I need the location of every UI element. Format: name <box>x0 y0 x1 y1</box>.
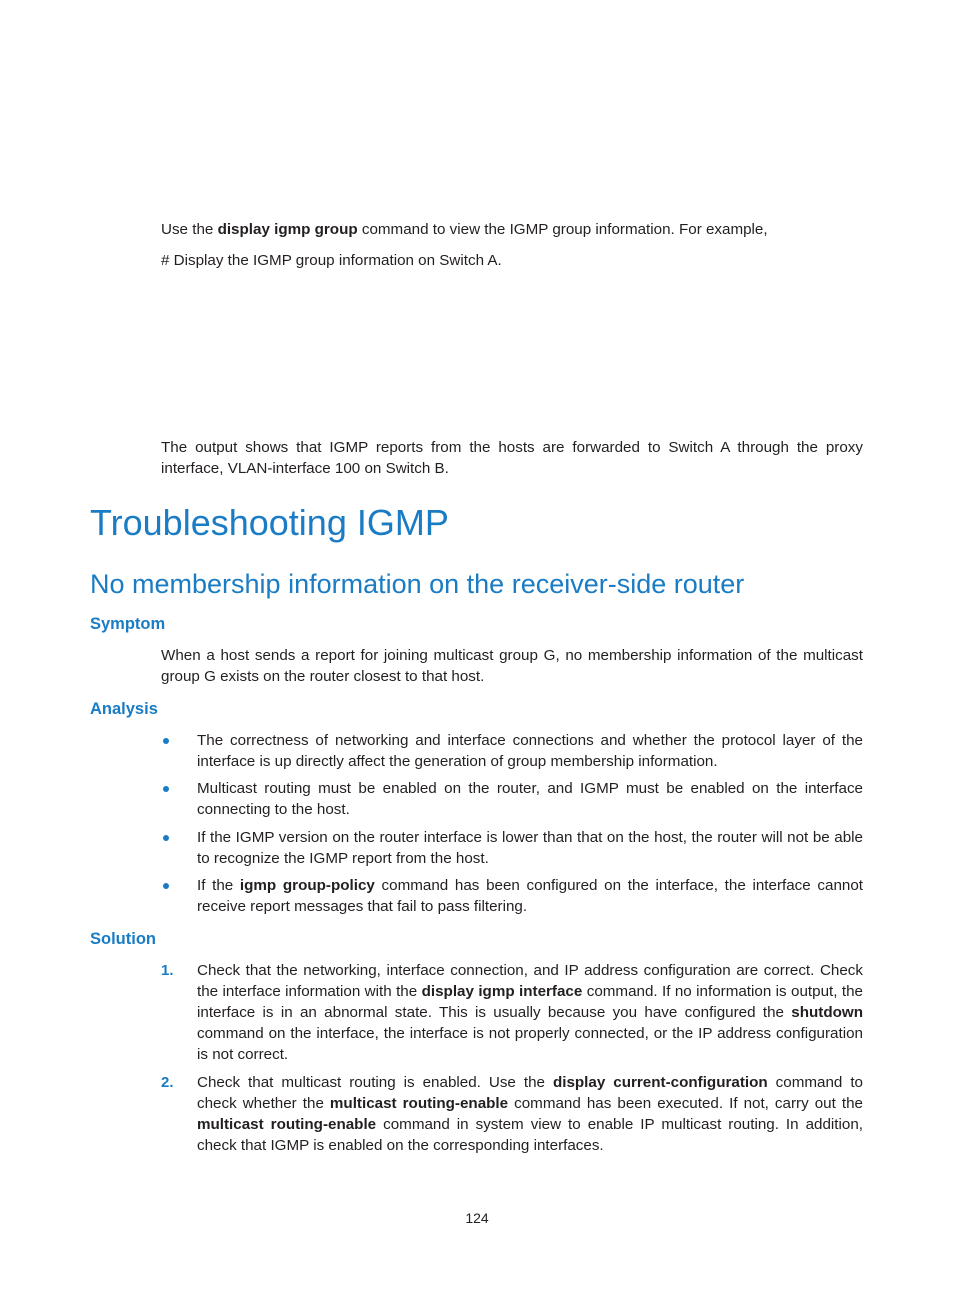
subsection-title: No membership information on the receiver-side router <box>90 569 745 599</box>
bullet-icon <box>163 835 169 841</box>
symptom-heading: Symptom <box>90 615 166 633</box>
section-title: Troubleshooting IGMP <box>90 502 449 543</box>
bullet-icon <box>163 738 169 744</box>
command-multicast-routing-enable: multicast routing-enable <box>197 1116 377 1133</box>
command-display-current-configuration: display current-configuration <box>552 1074 768 1091</box>
command-display-igmp-group: display igmp group <box>217 221 358 238</box>
analysis-item: The correctness of networking and interface connections and whether the protocol layer of the interface is up directly affect the generation of group membership information. <box>197 732 863 770</box>
solution-step: Check that the networking, interface connection, and IP address configuration are correct. Check the interface information with the display igmp interface command. If no information is output, the interface is in an abnormal state. This is usually because you have configured the shutdown command on the interface, the interface is not properly connected, or the IP address configuration is not correct. <box>197 962 863 1063</box>
bullet-icon <box>163 883 169 889</box>
command-shutdown: shutdown <box>791 1004 863 1021</box>
symptom-text: When a host sends a report for joining multicast group G, no membership information of the multicast group G exists on the router closest to that host. <box>161 647 863 685</box>
bullet-icon <box>163 786 169 792</box>
output-explanation: The output shows that IGMP reports from the hosts are forwarded to Switch A through the proxy interface, VLAN-interface 100 on Switch B. <box>161 439 863 477</box>
example-caption: # Display the IGMP group information on Switch A. <box>161 252 502 269</box>
solution-heading: Solution <box>90 930 156 948</box>
command-display-igmp-interface: display igmp interface <box>421 983 583 1000</box>
page-number: 124 <box>465 1210 489 1226</box>
analysis-heading: Analysis <box>90 700 158 718</box>
solution-step: Check that multicast routing is enabled. Use the display current-configuration command to check whether the multicast routing-enable command has been executed. If not, carry out the multicast routing-enable command in system view to enable IP multicast routing. In addition, check that IGMP is enabled on the corresponding interfaces. <box>197 1074 863 1154</box>
command-multicast-routing-enable: multicast routing-enable <box>329 1095 509 1112</box>
analysis-item: Multicast routing must be enabled on the router, and IGMP must be enabled on the interface connecting to the host. <box>197 780 863 818</box>
intro-paragraph: Use the display igmp group command to view the IGMP group information. For example, <box>161 221 768 238</box>
analysis-item: If the IGMP version on the router interface is lower than that on the host, the router will not be able to recognize the IGMP report from the host. <box>197 829 863 867</box>
step-number: 1. <box>161 962 174 979</box>
step-number: 2. <box>161 1074 174 1091</box>
command-igmp-group-policy: igmp group-policy <box>239 877 375 894</box>
analysis-item: If the igmp group-policy command has been configured on the interface, the interface cannot receive report messages that fail to pass filtering. <box>197 877 864 915</box>
